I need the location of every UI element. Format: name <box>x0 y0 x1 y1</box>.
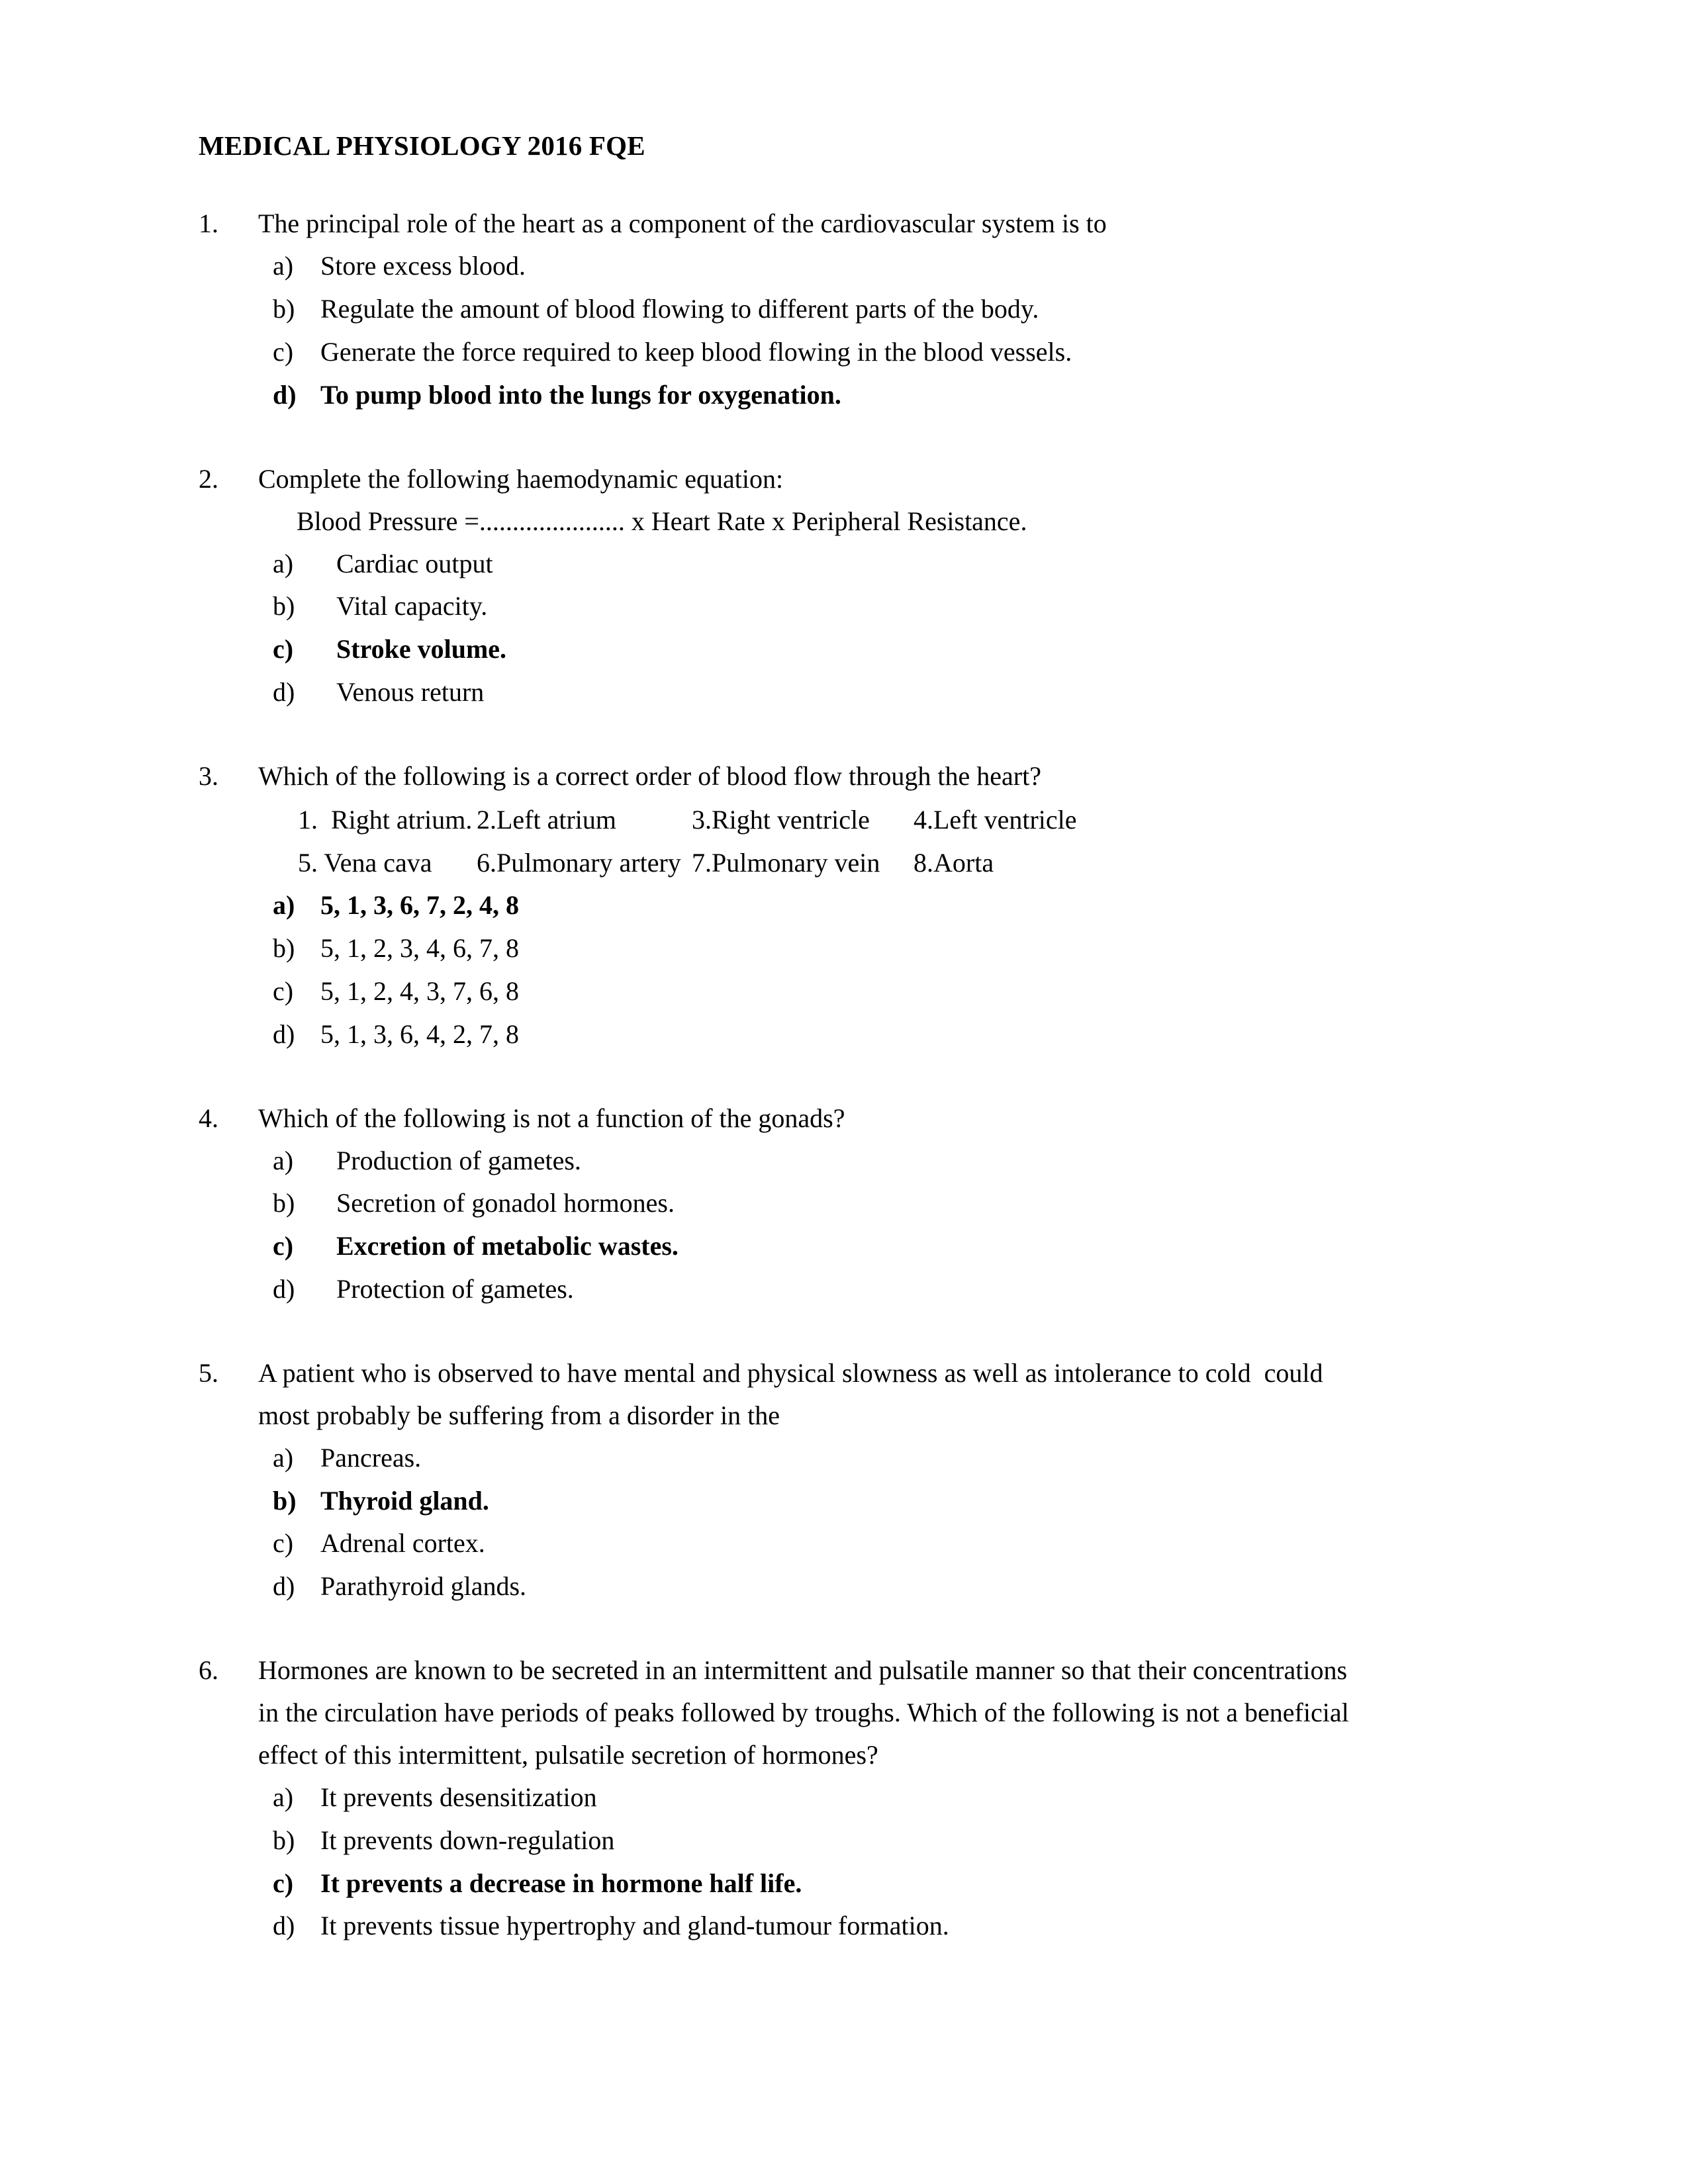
question-header <box>199 458 1364 500</box>
question-number: 2. <box>199 463 218 494</box>
option-text: 5, 1, 2, 3, 4, 6, 7, 8 <box>320 933 519 964</box>
option-letter: b) <box>273 591 295 621</box>
question-number: 6. <box>199 1655 218 1685</box>
option-text: 5, 1, 3, 6, 7, 2, 4, 8 <box>320 890 519 921</box>
option-text: Stroke volume. <box>336 634 507 664</box>
question-block <box>199 458 1364 714</box>
option-row[interactable] <box>199 585 1364 628</box>
option-row-answer[interactable] <box>199 1862 1364 1905</box>
option-text: Thyroid gland. <box>320 1485 489 1516</box>
option-text: Cardiac output <box>336 548 493 578</box>
question-stem: Hormones are known to be secreted in an intermittent and pulsatile manner so that their concentrations in the circulation have periods of peaks followed by troughs. Which of the following is not a beneficial effect of this intermittent, pulsatile secretion of hormones? <box>258 1655 1356 1770</box>
option-letter: a) <box>273 1782 294 1812</box>
option-text: 5, 1, 3, 6, 4, 2, 7, 8 <box>320 1019 519 1049</box>
option-text: 5, 1, 2, 4, 3, 7, 6, 8 <box>320 976 519 1006</box>
option-letter: c) <box>273 976 294 1006</box>
sublist-item: 6.Pulmonary artery <box>477 847 681 878</box>
option-row-answer[interactable] <box>199 1480 1364 1523</box>
option-letter: d) <box>273 379 297 410</box>
sublist-item: 7.Pulmonary vein <box>692 847 880 878</box>
option-text: To pump blood into the lungs for oxygenation. <box>320 379 841 410</box>
question-number: 4. <box>199 1103 218 1133</box>
option-letter: d) <box>273 1571 295 1602</box>
option-list <box>199 1140 1364 1311</box>
question-block <box>199 1352 1364 1608</box>
option-letter: d) <box>273 676 295 707</box>
option-text: It prevents tissue hypertrophy and gland-tumour formation. <box>320 1911 949 1941</box>
question-header <box>199 1352 1364 1437</box>
option-letter: d) <box>273 1273 295 1304</box>
question-header <box>199 203 1364 245</box>
option-text: Pancreas. <box>320 1442 422 1473</box>
option-letter: c) <box>273 1868 294 1898</box>
option-text: Vital capacity. <box>336 591 488 621</box>
option-letter: a) <box>273 1145 294 1175</box>
option-list <box>199 245 1364 416</box>
question-block <box>199 1649 1364 1948</box>
option-row[interactable] <box>199 970 1364 1013</box>
option-row[interactable] <box>199 1522 1364 1565</box>
option-row[interactable] <box>199 245 1364 288</box>
question-block <box>199 755 1364 1056</box>
question-stem: A patient who is observed to have mental and physical slowness as well as intolerance to cold could most probably be suffering from a disorder in the <box>258 1357 1330 1430</box>
option-row-answer[interactable] <box>199 374 1364 417</box>
option-list <box>199 1437 1364 1608</box>
option-letter: c) <box>273 1231 294 1261</box>
option-row[interactable] <box>199 288 1364 331</box>
question-stem: Complete the following haemodynamic equation: <box>258 463 784 494</box>
sublist-item: 1. Right atrium. <box>298 804 473 835</box>
option-text: It prevents down-regulation <box>320 1825 615 1855</box>
option-letter: c) <box>273 336 294 367</box>
question-number: 1. <box>199 208 218 239</box>
question-number: 5. <box>199 1357 218 1388</box>
option-row-answer[interactable] <box>199 628 1364 671</box>
option-row[interactable] <box>199 1013 1364 1056</box>
option-row[interactable] <box>199 1182 1364 1225</box>
question-header <box>199 755 1364 797</box>
sublist-row <box>298 842 1364 885</box>
option-row[interactable] <box>199 1565 1364 1608</box>
sublist-item: 4.Left ventricle <box>914 804 1077 835</box>
sublist-row <box>298 799 1364 842</box>
option-text: Regulate the amount of blood flowing to different parts of the body. <box>320 294 1039 324</box>
option-text: Production of gametes. <box>336 1145 581 1175</box>
option-letter: a) <box>273 548 294 578</box>
option-text: Parathyroid glands. <box>320 1571 527 1602</box>
sublist-item: 8.Aorta <box>914 847 994 878</box>
option-list <box>199 1776 1364 1948</box>
option-text: Venous return <box>336 676 485 707</box>
equation-line: Blood Pressure =...................... x Heart Rate x Peripheral Resistance. <box>297 506 1027 536</box>
option-letter: d) <box>273 1911 295 1941</box>
question-header <box>199 1097 1364 1140</box>
option-text: Excretion of metabolic wastes. <box>336 1231 679 1261</box>
option-letter: b) <box>273 1485 297 1516</box>
numbered-sublist <box>298 799 1364 885</box>
option-text: Store excess blood. <box>320 251 526 281</box>
option-row-answer[interactable] <box>199 884 1364 927</box>
question-list <box>199 203 1364 1948</box>
option-letter: a) <box>273 251 294 281</box>
option-text: It prevents desensitization <box>320 1782 597 1812</box>
question-stem: Which of the following is a correct order of blood flow through the heart? <box>258 760 1041 791</box>
option-row[interactable] <box>199 1905 1364 1948</box>
option-row[interactable] <box>199 1268 1364 1311</box>
sublist-item: 5. Vena cava <box>298 847 432 878</box>
question-stem: The principal role of the heart as a component of the cardiovascular system is to <box>258 208 1107 239</box>
option-letter: c) <box>273 1528 294 1559</box>
question-number: 3. <box>199 760 218 791</box>
option-row[interactable] <box>199 1776 1364 1819</box>
option-text: It prevents a decrease in hormone half life. <box>320 1868 802 1898</box>
option-row[interactable] <box>199 1140 1364 1183</box>
page-title: MEDICAL PHYSIOLOGY 2016 FQE <box>199 130 645 161</box>
option-row-answer[interactable] <box>199 1225 1364 1268</box>
sublist-item: 3.Right ventricle <box>692 804 870 835</box>
question-block <box>199 203 1364 416</box>
option-letter: a) <box>273 890 295 921</box>
option-letter: b) <box>273 294 295 324</box>
option-text: Generate the force required to keep blood flowing in the blood vessels. <box>320 336 1072 367</box>
option-letter: d) <box>273 1019 295 1049</box>
document-body <box>199 130 1364 1948</box>
option-letter: b) <box>273 1188 295 1218</box>
option-text: Secretion of gonadol hormones. <box>336 1188 675 1218</box>
option-letter: b) <box>273 1825 295 1855</box>
option-row[interactable] <box>199 1819 1364 1862</box>
option-row[interactable] <box>199 543 1364 586</box>
option-row[interactable] <box>199 927 1364 970</box>
question-stem: Which of the following is not a function of the gonads? <box>258 1103 845 1133</box>
option-list <box>199 884 1364 1056</box>
option-letter: c) <box>273 634 294 664</box>
option-list <box>199 543 1364 714</box>
option-row[interactable] <box>199 1437 1364 1480</box>
option-text: Adrenal cortex. <box>320 1528 485 1559</box>
question-block <box>199 1097 1364 1311</box>
option-row[interactable] <box>199 671 1364 714</box>
question-header <box>199 1649 1364 1776</box>
option-row[interactable] <box>199 331 1364 374</box>
option-text: Protection of gametes. <box>336 1273 574 1304</box>
sublist-item: 2.Left atrium <box>477 804 617 835</box>
option-letter: a) <box>273 1442 294 1473</box>
option-letter: b) <box>273 933 295 964</box>
